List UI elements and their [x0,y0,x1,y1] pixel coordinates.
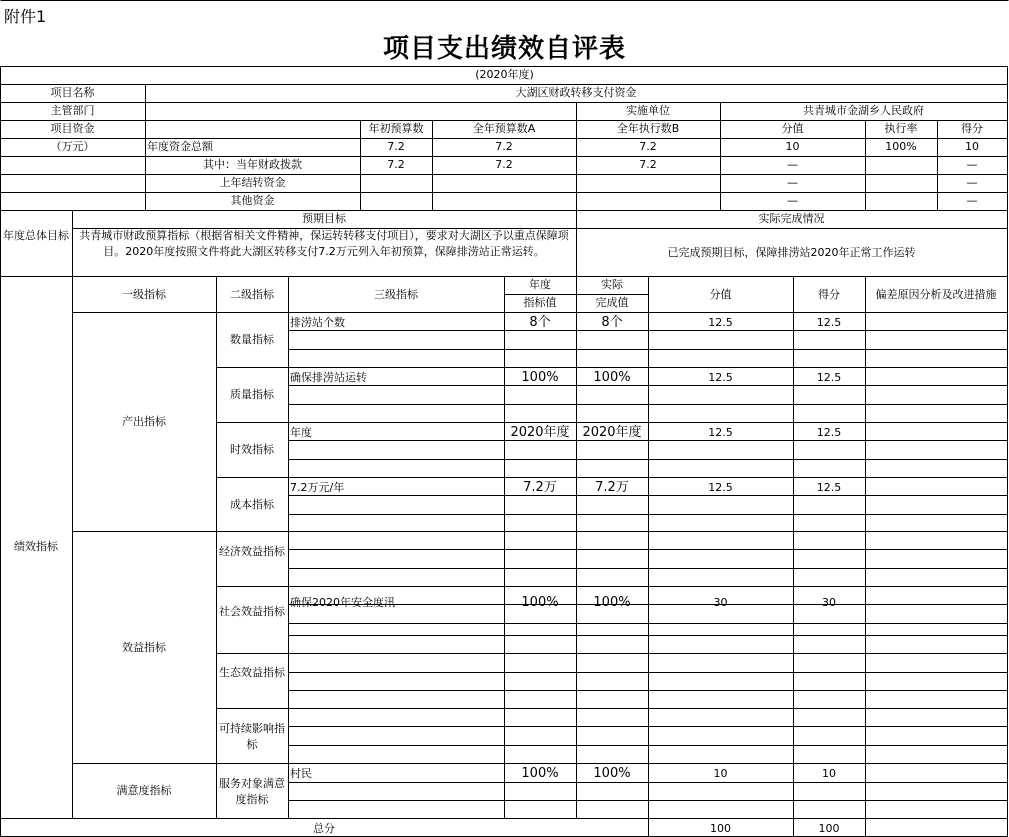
quantity-actual: 8个 [601,315,623,330]
total-weight: 10 [785,140,800,153]
level1-header: 一级指标 [122,288,166,301]
carryover-score: — [966,176,978,189]
attachment-label: 附件1 [4,7,47,26]
other-score: — [966,194,978,207]
weight-header: 分值 [709,288,732,301]
total-full: 7.2 [495,140,513,153]
quantity-target: 8个 [529,315,551,330]
other-weight: — [787,194,798,207]
quantity-indicator: 排涝站个数 [290,316,345,329]
level3-header: 三级指标 [374,288,418,301]
annual-target-header-2: 指标值 [523,296,557,309]
actual-value-header-1: 实际 [601,278,623,291]
cost-indicator: 7.2万元/年 [290,481,345,494]
col-full-year-budget: 全年预算数A [472,122,536,135]
timeliness-score: 12.5 [816,426,842,439]
carryover-label: 上年结转资金 [219,176,286,189]
annual-goal-label: 年度总体目标 [3,229,69,242]
quality-indicator: 确保排涝站运转 [290,371,367,384]
impl-unit-value: 共青城市金湖乡人民政府 [803,104,924,117]
col-year-start-budget: 年初预算数 [368,122,424,135]
output-label: 产出指标 [122,415,166,428]
service-label: 服务对象满意度指标 [219,777,285,806]
social-target: 100% [521,595,559,610]
service-actual: 100% [593,766,631,781]
dept-label: 主管部门 [50,104,95,117]
col-exec-rate: 执行率 [884,122,918,135]
total-exec: 7.2 [639,140,657,153]
funds-label: 项目资金 [50,122,95,135]
sustainable-label: 可持续影响指标 [219,722,285,751]
quantity-label: 数量指标 [230,333,274,346]
deviation-header: 偏差原因分析及改进措施 [875,288,997,301]
fiscal-exec: 7.2 [639,158,657,171]
service-target: 100% [521,766,559,781]
quality-weight: 12.5 [708,371,733,384]
social-label: 社会效益指标 [219,605,285,618]
actual-goal-header: 实际完成情况 [758,212,825,225]
total-label: 总分 [313,822,335,835]
social-score: 30 [822,596,836,609]
project-name-value: 大湖区财政转移支付资金 [515,86,637,99]
quality-actual: 100% [593,370,631,385]
fiscal-score: — [966,158,978,171]
social-indicator: 确保2020年安全度汛 [290,596,395,609]
timeliness-actual: 2020年度 [582,425,642,440]
perf-label: 绩效指标 [14,540,58,553]
impl-unit-label: 实施单位 [626,104,670,117]
quality-target: 100% [521,370,559,385]
satisfaction-label: 满意度指标 [116,784,172,797]
service-indicator: 村民 [290,767,312,780]
fiscal-label: 其中：当年财政拨款 [203,158,302,171]
year-label: (2020年度) [475,68,534,81]
economic-label: 经济效益指标 [219,545,285,558]
timeliness-target: 2020年度 [510,425,570,440]
col-full-year-exec: 全年执行数B [616,122,680,135]
timeliness-indicator: 年度 [290,426,312,439]
social-weight: 30 [713,596,728,609]
cost-label: 成本指标 [230,498,274,511]
ecological-label: 生态效益指标 [219,666,285,679]
actual-goal-text: 已完成预期目标，保障排涝站2020年正常工作运转 [667,246,916,259]
total-score-value: 100 [818,822,840,835]
cost-actual: 7.2万 [595,480,629,495]
level2-header: 二级指标 [230,288,274,301]
page-title: 项目支出绩效自评表 [382,34,626,64]
benefit-label: 效益指标 [122,641,166,654]
total-start: 7.2 [387,140,405,153]
actual-value-header-2: 完成值 [595,296,629,309]
fiscal-weight: — [787,158,798,171]
cost-target: 7.2万 [523,480,557,495]
project-name-label: 项目名称 [50,86,95,99]
funds-unit-label: （万元） [50,140,95,153]
fiscal-full: 7.2 [495,158,513,171]
cost-weight: 12.5 [708,481,733,494]
other-label: 其他资金 [230,194,275,207]
total-score: 10 [965,140,979,153]
social-actual: 100% [593,595,631,610]
quality-label: 质量指标 [230,388,274,401]
quantity-score: 12.5 [816,316,842,329]
expected-goal-header: 预期目标 [302,212,346,225]
total-rate: 100% [885,140,917,153]
timeliness-label: 时效指标 [230,443,274,456]
score-header: 得分 [818,288,840,301]
total-funds-label: 年度资金总额 [147,140,213,153]
annual-target-header-1: 年度 [529,278,551,291]
carryover-weight: — [787,176,798,189]
service-weight: 10 [713,767,728,780]
timeliness-weight: 12.5 [708,426,733,439]
quality-score: 12.5 [816,371,842,384]
fiscal-start: 7.2 [387,158,405,171]
expected-goal-text: 共青城市财政预算指标（根据省相关文件精神，保运转转移支付项目），要求对大湖区予以重点保障项目。2020年度按照文件将此大湖区转移支付7.2万元列入年初预算，保障排涝站正常运转。 [79,229,569,258]
cost-score: 12.5 [816,481,842,494]
service-score: 10 [822,767,836,780]
quantity-weight: 12.5 [708,316,733,329]
col-score: 得分 [961,122,983,135]
total-weight-value: 100 [710,822,731,835]
col-score-weight: 分值 [781,122,804,135]
